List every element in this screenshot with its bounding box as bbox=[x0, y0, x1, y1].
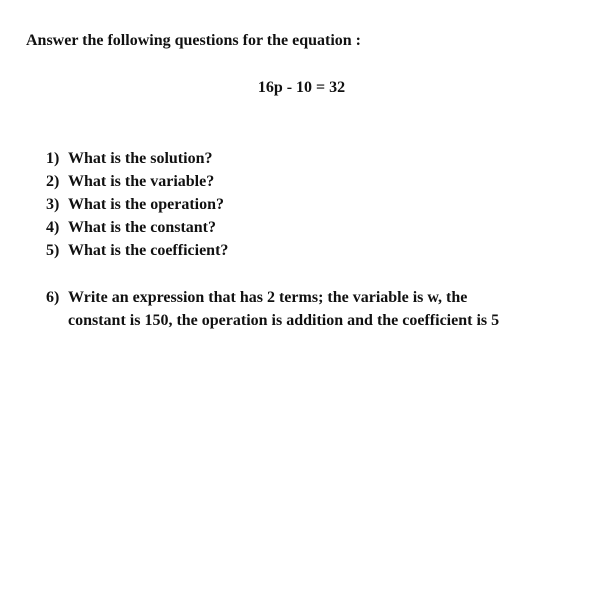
question-list bbox=[46, 147, 228, 262]
question-text: What is the solution? bbox=[68, 150, 213, 167]
question-item bbox=[46, 216, 228, 239]
question-6-line-1 bbox=[46, 286, 566, 309]
worksheet-heading: Answer the following questions for the equation : bbox=[26, 32, 361, 49]
equation: 16p - 10 = 32 bbox=[257, 79, 346, 96]
question-text: What is the constant? bbox=[68, 219, 217, 236]
question-text: What is the coefficient? bbox=[68, 242, 229, 259]
question-text: Write an expression that has 2 terms; the variable is w, the bbox=[68, 289, 468, 306]
question-number: 3) bbox=[46, 196, 60, 213]
question-text: What is the operation? bbox=[68, 196, 224, 213]
question-number: 2) bbox=[46, 173, 60, 190]
question-6 bbox=[46, 286, 566, 332]
question-number: 1) bbox=[46, 150, 60, 167]
question-number: 4) bbox=[46, 219, 60, 236]
question-item bbox=[46, 239, 228, 262]
question-text: What is the variable? bbox=[68, 173, 215, 190]
question-6-line-2: constant is 150, the operation is addition and the coefficient is 5 bbox=[68, 312, 500, 329]
question-item bbox=[46, 147, 228, 170]
question-number: 6) bbox=[46, 289, 60, 306]
question-item bbox=[46, 170, 228, 193]
question-number: 5) bbox=[46, 242, 60, 259]
question-item bbox=[46, 193, 228, 216]
